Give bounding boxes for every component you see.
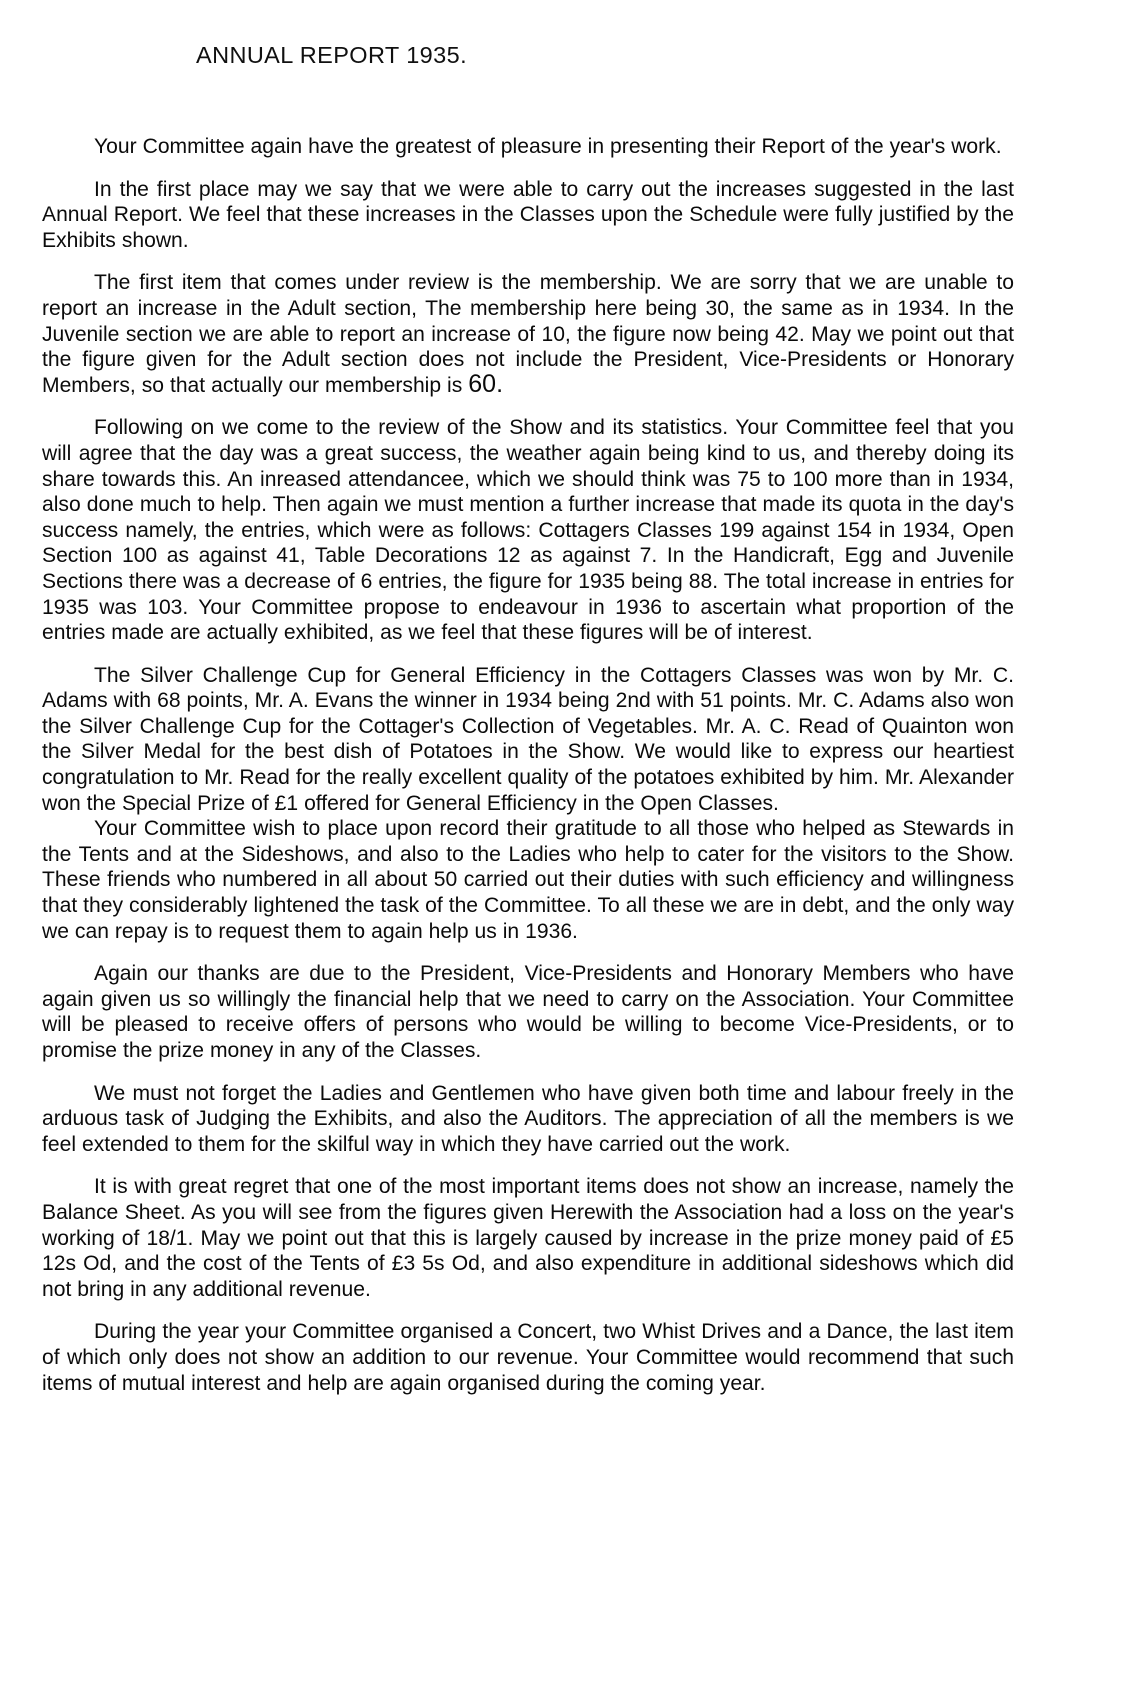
paragraph-membership: [42, 270, 1014, 398]
paragraph-president-thanks: Again our thanks are due to the President, Vice-Presidents and Honorary Members who have again given us so willingly the financial help that we need to carry on the Association. Your Committee will be pleased to receive offers of persons who would be willing to become Vice-Presidents, or to promise the prize money in any of the Classes.: [42, 962, 1014, 1062]
paragraph-balance-sheet: It is with great regret that one of the most important items does not show an increase, namely the Balance Sheet. As you will see from the figures given Herewith the Association had a loss on the year's working of 18/1. May we point out that this is largely caused by increase in the prize money paid of £5 12s Od, and the cost of the Tents of £3 5s Od, and also expenditure in additional sideshows which did not bring in any additional revenue.: [42, 1175, 1014, 1301]
document-body: [42, 134, 1014, 1396]
paragraph-show-statistics: Following on we come to the review of the Show and its statistics. Your Committee feel that you will agree that the day was a great success, the weather again being kind to us, and thereby doing its share towards this. An inreased attendancee, which we should think was 75 to 100 more than in 1934, also done much to help. Then again we must mention a further increase that made its quota in the day's success namely, the entries, which were as follows: Cottagers Classes 199 against 154 in 1934, Open Section 100 as against 41, Table Decorations 12 as against 7. In the Handicraft, Egg and Juvenile Sections there was a decrease of 6 entries, the figure for 1935 being 88. The total increase in entries for 1935 was 103. Your Committee propose to endeavour in 1936 to ascertain what proportion of the entries made are actually exhibited, as we feel that these figures will be of interest.: [42, 416, 1014, 645]
paragraph-silver-challenge-cup: The Silver Challenge Cup for General Efficiency in the Cottagers Classes was won by Mr. C. Adams with 68 points, Mr. A. Evans the winner in 1934 being 2nd with 51 points. Mr. C. Adams also won the Silver Challenge Cup for the Cottager's Collection of Vegetables. Mr. A. C. Read of Quainton won the Silver Medal for the best dish of Potatoes in the Show. We would like to express our heartiest congratulation to Mr. Read for the really excellent quality of the potatoes exhibited by him. Mr. Alexander won the Special Prize of £1 offered for General Efficiency in the Open Classes.: [42, 663, 1014, 815]
paragraph-events: During the year your Committee organised a Concert, two Whist Drives and a Dance, the last item of which only does not show an addition to our revenue. Your Committee would recommend that such items of mutual interest and help are again organised during the coming year.: [42, 1320, 1014, 1395]
membership-total-emphasis: 60.: [468, 369, 504, 398]
paragraph-stewards-gratitude: Your Committee wish to place upon record their gratitude to all those who helped as Stewards in the Tents and at the Sideshows, and also to the Ladies who help to cater for the visitors to the Show. These friends who numbered in all about 50 carried out their duties with such efficiency and willingness that they considerably lightened the task of the Committee. To all these we are in debt, and the only way we can repay is to request them to again help us in 1936.: [42, 817, 1014, 943]
paragraph-judges-auditors: We must not forget the Ladies and Gentlemen who have given both time and labour freely in the arduous task of Judging the Exhibits, and also the Auditors. The appreciation of all the members is we feel extended to them for the skilful way in which they have carried out the work.: [42, 1081, 1014, 1156]
paragraph-increases: In the first place may we say that we were able to carry out the increases suggested in the last Annual Report. We feel that these increases in the Classes upon the Schedule were fully justified by the Exhibits shown.: [42, 177, 1014, 252]
page-title: ANNUAL REPORT 1935.: [196, 42, 467, 68]
paragraph-membership-text: The first item that comes under review is the membership. We are sorry that we are unable to report an increase in the Adult section, The membership here being 30, the same as in 1934. In the Juvenile section we are able to report an increase of 10, the figure now being 42. May we point out that the figure given for the Adult section does not include the President, Vice-Presidents or Honorary Members, so that actually our membership is: [42, 271, 1014, 397]
paragraph-opening: Your Committee again have the greatest of pleasure in presenting their Report of the year's work.: [94, 135, 1002, 158]
